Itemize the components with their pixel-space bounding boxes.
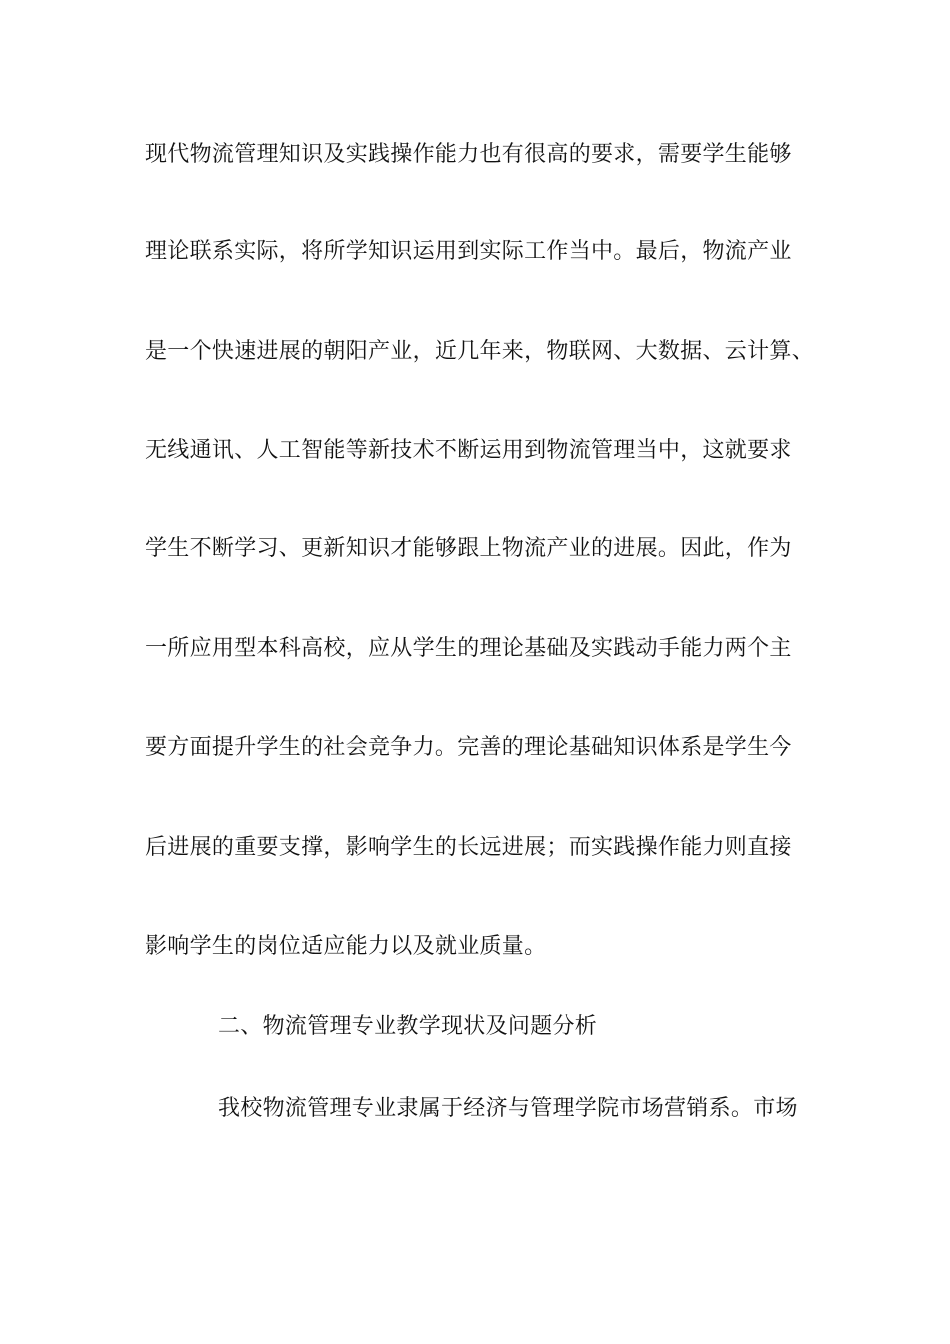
paragraph-line: 一所应用型本科高校，应从学生的理论基础及实践动手能力两个主 xyxy=(145,636,792,661)
paragraph-line: 是一个快速进展的朝阳产业，近几年来，物联网、大数据、云计算、 xyxy=(145,339,815,364)
paragraph-line: 学生不断学习、更新知识才能够跟上物流产业的进展。因此，作为 xyxy=(145,536,792,561)
paragraph-line: 要方面提升学生的社会竞争力。完善的理论基础知识体系是学生今 xyxy=(145,735,792,760)
section-heading: 二、物流管理专业教学现状及问题分析 xyxy=(218,1014,598,1039)
paragraph-line: 后进展的重要支撑，影响学生的长远进展；而实践操作能力则直接 xyxy=(145,835,792,860)
paragraph-line: 理论联系实际，将所学知识运用到实际工作当中。最后，物流产业 xyxy=(145,239,792,264)
paragraph-line: 我校物流管理专业隶属于经济与管理学院市场营销系。市场 xyxy=(218,1096,798,1121)
paragraph-line: 影响学生的岗位适应能力以及就业质量。 xyxy=(145,934,547,959)
paragraph-line: 无线通讯、人工智能等新技术不断运用到物流管理当中，这就要求 xyxy=(145,438,792,463)
paragraph-line: 现代物流管理知识及实践操作能力也有很高的要求，需要学生能够 xyxy=(145,142,792,167)
